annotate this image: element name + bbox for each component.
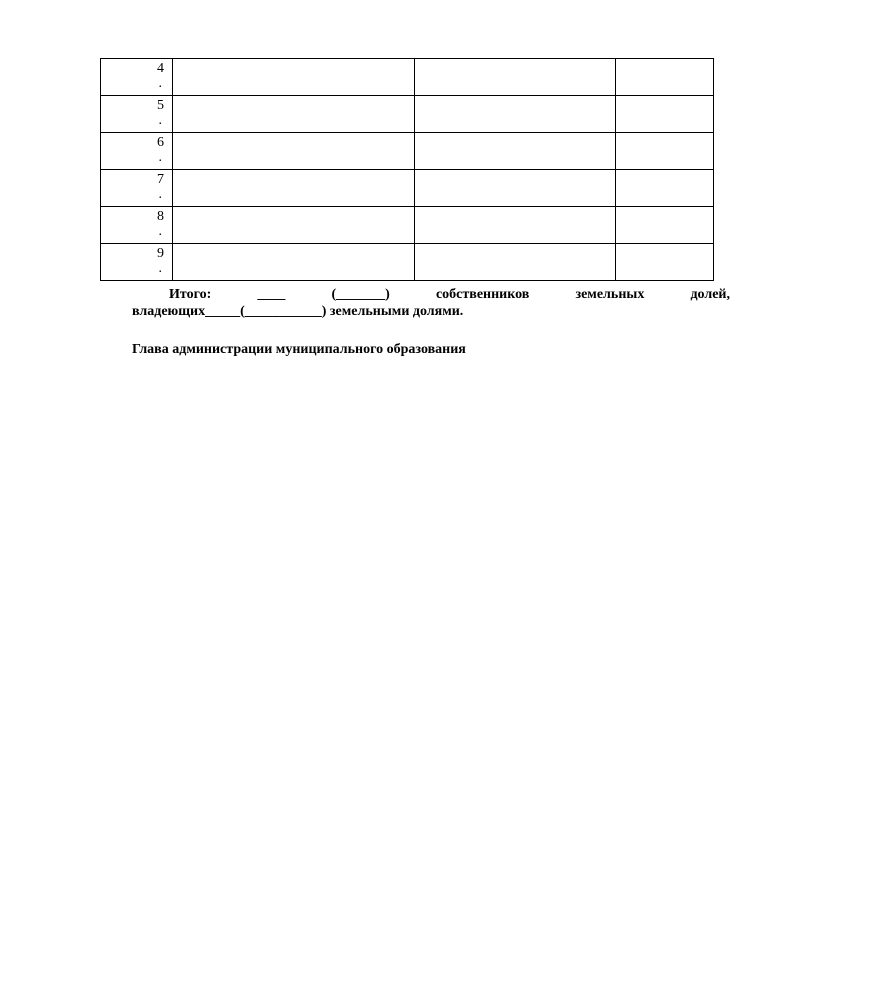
summary-word: собственников [435, 287, 530, 302]
signature-title: Глава администрации муниципального образования [132, 342, 466, 357]
table-row [101, 207, 714, 244]
table-cell [616, 244, 714, 281]
table-cell [415, 133, 616, 170]
row-number-cell [101, 170, 173, 207]
owners-table [100, 58, 714, 281]
row-number-cell [101, 133, 173, 170]
summary-line-1 [132, 286, 730, 303]
summary-word: ____ [257, 287, 286, 302]
summary-word: Итого: [169, 287, 212, 302]
table-cell [415, 244, 616, 281]
row-number-dot: . [158, 224, 162, 239]
row-number: 4 [157, 61, 164, 76]
row-number-cell [101, 207, 173, 244]
row-number: 9 [157, 246, 164, 261]
table-row [101, 96, 714, 133]
row-number-dot: . [158, 261, 162, 276]
table-row [101, 170, 714, 207]
table-cell [173, 170, 415, 207]
table-cell [173, 133, 415, 170]
row-number: 7 [157, 172, 164, 187]
table-cell [616, 59, 714, 96]
table-cell [173, 244, 415, 281]
row-number: 6 [157, 135, 164, 150]
table-cell [616, 170, 714, 207]
table-cell [415, 170, 616, 207]
row-number-cell [101, 244, 173, 281]
table-cell [616, 207, 714, 244]
table-cell [173, 207, 415, 244]
row-number-dot: . [158, 150, 162, 165]
row-number: 5 [157, 98, 164, 113]
row-number-cell [101, 96, 173, 133]
table-cell [415, 96, 616, 133]
table-cell [616, 133, 714, 170]
row-number-cell [101, 59, 173, 96]
row-number-dot: . [158, 76, 162, 91]
table-row [101, 133, 714, 170]
summary-paragraph [132, 286, 730, 320]
table-cell [173, 59, 415, 96]
row-number: 8 [157, 209, 164, 224]
row-number-dot: . [158, 187, 162, 202]
table-cell [616, 96, 714, 133]
table-cell [415, 59, 616, 96]
table-cell [173, 96, 415, 133]
summary-word: (_______) [331, 287, 390, 302]
table-row [101, 244, 714, 281]
table-cell [415, 207, 616, 244]
row-number-dot: . [158, 113, 162, 128]
summary-line-2: владеющих_____(___________) земельными долями. [132, 304, 464, 319]
table-row [101, 59, 714, 96]
summary-word: земельных [575, 287, 645, 302]
summary-word: долей, [690, 287, 730, 302]
